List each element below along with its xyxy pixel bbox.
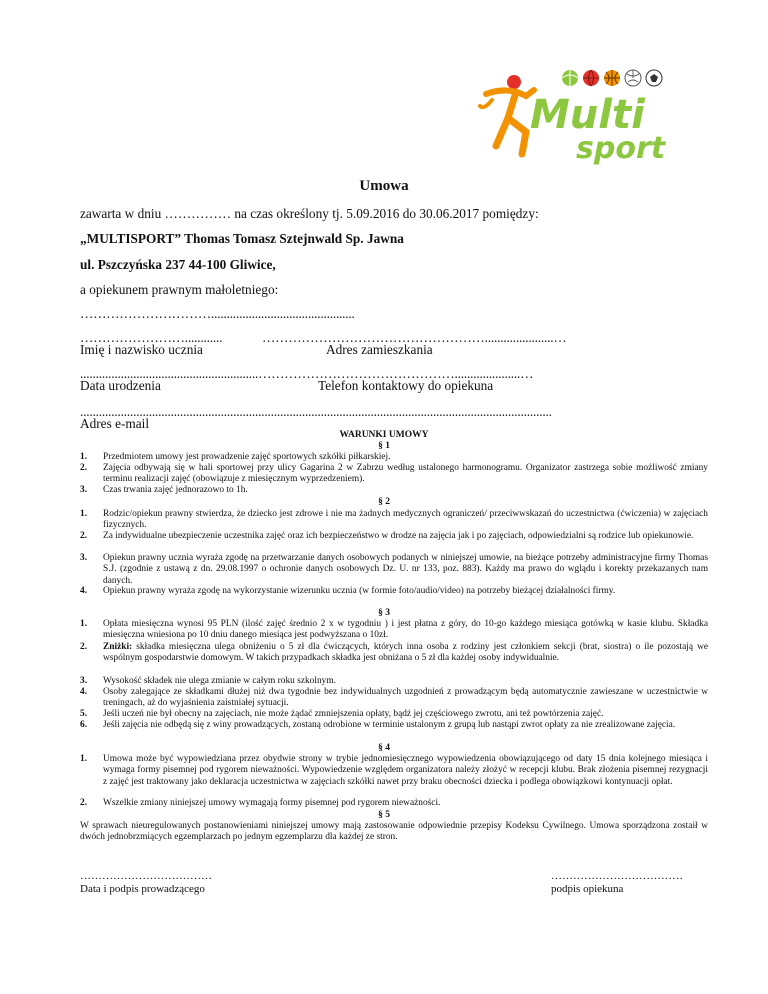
section-heading: § 3 xyxy=(378,608,390,618)
clause: 2. Zajęcia odbywają się w hali sportowej przy ulicy Gagarina 2 w Zabrzu według ustalonego harmonogramu. Organizator zastrzega sobie możliwość zmiany terminu realizacji zajęć (obowiązuje z miesięcznym wyprzedzeniem). xyxy=(80,463,708,485)
section-heading: § 2 xyxy=(378,497,390,507)
contract-title: Umowa xyxy=(359,178,409,194)
clause: 1. Umowa może być wypowiedziana przez obydwie strony w trybie jednomiesięcznego wypowiedzenia obowiązującego od daty 15 dnia kolejnego miesiąca i wymaga formy pisemnej pod rygorem nieważności. Wypowiedzenie względem organizatora należy złożyć w recepcji klubu. Brak złożenia pisemnej rezygnacji z zajęć jest traktowany jako deklaracja uczestnictwa w zajęciach szkółki nawet przy braku obecności dziecka i podlega obowiązkowi kontynuacji opłat. xyxy=(80,754,708,787)
clause: 3. Opiekun prawny ucznia wyraża zgodę na przetwarzanie danych osobowych podanych w niniejszej umowie, na bieżące potrzeby administracyjne firmy Thomas S.J. (zgodnie z ustawą z dn. 29.08.1997 o ochronie danych osobowych Dz. U. nr 133, poz. 883). Każdy ma prawo do wglądu i korekty przekazanych nam danych. xyxy=(80,553,708,586)
company-name: „MULTISPORT” Thomas Tomasz Sztejnwald Sp. Jawna xyxy=(80,231,404,246)
section-heading: § 5 xyxy=(378,810,390,820)
address-field[interactable]: ……………………………………………......................… xyxy=(262,330,567,345)
left-signature-label: Data i podpis prowadzącego xyxy=(80,883,205,895)
svg-text:sport: sport xyxy=(576,131,666,166)
email-label: Adres e-mail xyxy=(80,416,150,431)
multisport-logo xyxy=(478,66,690,168)
clause: 1. Rodzic/opiekun prawny stwierdza, że dziecko jest zdrowe i nie ma żadnych medycznych ograniczeń/ przeciwwskazań do uczestnictwa (ćwiczenia) w zajęciach fizycznych. xyxy=(80,509,708,531)
clause: 1. Opłata miesięczna wynosi 95 PLN (ilość zajęć średnio 2 x w tygodniu ) i jest płatna z góry, do 10-go każdego miesiąca gotówką w kasie klubu. Składka miesięczna wniesiona po 10 dniu danego miesiąca jest podwyższana o 10zł. xyxy=(80,619,708,641)
closing-paragraph: W sprawach nieuregulowanych postanowieniami niniejszej umowy mają zastosowanie odpowiednie przepisy Kodeksu Cywilnego. Umowa sporządzona zostaił w dwóch jednobrzmiących egzemplarzach po jednym egzemplarzu dla każdej ze stron. xyxy=(80,821,708,843)
clause: 2. Zniżki: składka miesięczna ulega obniżeniu o 5 zł dla ćwiczących, których inna osoba z rodziny jest członkiem sekcji (brat, siostra) o ile pozostają we wspólnym gospodarstwie domowym. W takich przypadkach składka jest obniżana o 5 zł dla każdej osoby indywidualnie. xyxy=(80,642,708,664)
clause: 2. Wszelkie zmiany niniejszej umowy wymagają formy pisemnej pod rygorem nieważności. xyxy=(80,798,441,808)
intro-line: zawarta w dniu …………… na czas określony tj. 5.09.2016 do 30.06.2017 pomiędzy: xyxy=(80,206,539,221)
phone-label: Telefon kontaktowy do opiekuna xyxy=(318,378,494,393)
left-signature-line[interactable]: ……………………………… xyxy=(80,870,212,882)
guardian-line: a opiekunem prawnym małoletniego: xyxy=(80,282,279,297)
clause: 4. Opiekun prawny wyraża zgodę na wykorzystanie wizerunku ucznia (w formie foto/audio/video) na potrzeby bieżącej działalności firmy. xyxy=(80,586,616,596)
section-heading: § 4 xyxy=(378,743,390,753)
clause: 3. Czas trwania zajęć jednorazowo to 1h. xyxy=(80,485,248,495)
right-signature-line[interactable]: ……………………………… xyxy=(551,870,683,882)
conditions-title: WARUNKI UMOWY xyxy=(339,430,429,440)
dob-phone-field[interactable]: .........................................................……………………………………….....................… xyxy=(80,366,534,381)
clause: 5. Jeśli uczeń nie był obecny na zajęciach, nie może żądać zmniejszenia opłaty, bądź jej częściowego zwrotu, ani też powtórzenia zajęć. xyxy=(80,709,604,719)
dob-label: Data urodzenia xyxy=(80,378,161,393)
section-heading: § 1 xyxy=(378,441,390,451)
student-name-label: Imię i nazwisko ucznia xyxy=(80,342,203,357)
clause: 3. Wysokość składek nie ulega zmianie w całym roku szkolnym. xyxy=(80,676,336,686)
right-signature-label: podpis opiekuna xyxy=(551,883,624,895)
clause: 4. Osoby zalegające ze składkami dłużej niż dwa tygodnie bez indywidualnych uzgodnień z prowadzącym będą automatycznie zawieszane w uczestnictwie w treningach, aż do wyjaśnienia zaistniałej sytuacji. xyxy=(80,687,708,709)
svg-text:Multi: Multi xyxy=(530,92,645,138)
clause: 2. Za indywidualne ubezpieczenie uczestnika zajęć oraz ich bezpieczeństwo w drodze na zajęcia jak i po zajęciach, odpowiedzialni są rodzice lub opiekunowie. xyxy=(80,531,694,541)
clause: 6. Jeśli zajęcia nie odbędą się z winy prowadzących, zostaną odrobione w terminie ustalonym z grupą lub nastąpi zwrot opłaty za nie zrealizowane zajęcia. xyxy=(80,720,676,730)
student-name-field[interactable]: ……………………............ xyxy=(80,330,223,345)
email-field[interactable]: ....................................................................................................................................................... xyxy=(80,404,552,419)
company-address: ul. Pszczyńska 237 44-100 Gliwice, xyxy=(80,257,276,272)
clause: 1. Przedmiotem umowy jest prowadzenie zajęć sportowych szkółki piłkarskiej. xyxy=(80,452,391,462)
address-label: Adres zamieszkania xyxy=(326,342,433,357)
guardian-dots[interactable]: ………………………….............................................. xyxy=(80,306,355,321)
